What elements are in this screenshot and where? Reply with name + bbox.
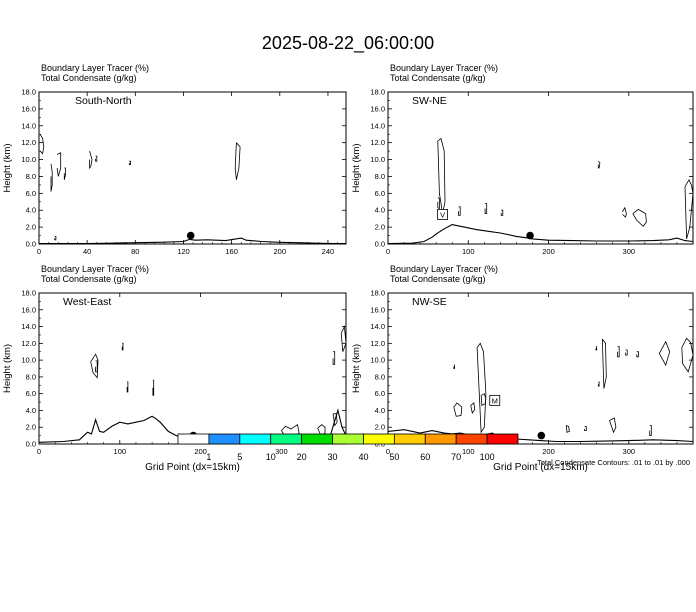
x-tick-label: 40 xyxy=(82,247,92,256)
condensate-contour xyxy=(341,327,346,352)
y-tick-label: 12.0 xyxy=(21,338,36,348)
condensate-contour xyxy=(96,156,97,161)
y-axis-label: Height (km) xyxy=(351,343,362,394)
condensate-contour xyxy=(685,180,693,239)
condensate-contour xyxy=(602,339,606,389)
x-tick-label: 200 xyxy=(542,247,555,256)
y-tick-label: 18.0 xyxy=(370,87,385,97)
x-axis-label: Grid Point (dx=15km) xyxy=(493,462,588,473)
panel-caption-condensate: Total Condensate (g/kg) xyxy=(390,274,486,284)
y-tick-label: 8.0 xyxy=(374,171,385,181)
colorbar-swatch xyxy=(240,434,271,444)
condensate-contour xyxy=(96,361,98,372)
x-tick-label: 0 xyxy=(385,247,391,256)
panel-caption-tracer: Boundary Layer Tracer (%) xyxy=(41,264,150,274)
condensate-contour xyxy=(633,209,647,226)
condensate-contour xyxy=(477,343,486,432)
y-tick-label: 2.0 xyxy=(374,222,385,232)
x-tick-label: 100 xyxy=(462,447,475,456)
y-tick-label: 6.0 xyxy=(374,389,385,399)
y-tick-label: 6.0 xyxy=(374,188,385,198)
y-tick-label: 10.0 xyxy=(21,355,36,365)
condensate-contour xyxy=(481,394,486,406)
plot-frame xyxy=(39,293,346,444)
terrain-line xyxy=(388,225,693,244)
plot-frame xyxy=(388,92,693,244)
y-tick-label: 18.0 xyxy=(370,288,385,298)
y-tick-label: 6.0 xyxy=(25,188,36,198)
y-tick-label: 10.0 xyxy=(370,355,385,365)
y-tick-label: 4.0 xyxy=(374,205,385,215)
y-tick-label: 12.0 xyxy=(21,138,36,148)
x-tick-label: 0 xyxy=(385,447,391,456)
figure-title: 2025-08-22_06:00:00 xyxy=(261,33,435,53)
condensate-contour xyxy=(626,350,628,355)
condensate-contour xyxy=(485,204,487,214)
x-tick-label: 240 xyxy=(321,247,335,256)
colorbar-label: 40 xyxy=(358,452,369,462)
condensate-contour xyxy=(471,403,475,413)
colorbar-swatch xyxy=(394,434,425,444)
colorbar-label: 50 xyxy=(389,452,400,462)
y-tick-label: 4.0 xyxy=(25,405,36,415)
condensate-contour xyxy=(90,151,92,168)
panel-label: NW-SE xyxy=(412,296,447,308)
condensate-contour xyxy=(598,161,600,168)
condensate-contour xyxy=(650,426,652,436)
x-tick-label: 200 xyxy=(273,247,287,256)
condensate-contour xyxy=(127,382,128,392)
panel-label: South-North xyxy=(75,95,132,107)
contour-note: Total Condensate Contours: .01 to .01 by .000 xyxy=(536,458,690,467)
y-tick-label: 14.0 xyxy=(370,322,385,332)
y-tick-label: 18.0 xyxy=(21,288,36,298)
condensate-contour xyxy=(64,168,65,180)
condensate-contour xyxy=(153,380,154,395)
x-tick-label: 300 xyxy=(622,447,636,456)
y-tick-label: 8.0 xyxy=(25,372,36,382)
y-tick-label: 16.0 xyxy=(370,305,385,315)
y-tick-label: 14.0 xyxy=(21,322,36,332)
colorbar-swatch xyxy=(271,434,302,444)
y-axis-label: Height (km) xyxy=(2,343,13,394)
plot-frame xyxy=(39,92,346,244)
colorbar-swatch xyxy=(333,434,364,444)
y-tick-label: 16.0 xyxy=(370,104,385,114)
colorbar-swatch xyxy=(209,434,240,444)
terrain-line xyxy=(39,238,346,244)
panel-label: West-East xyxy=(63,296,112,308)
panel-caption-condensate: Total Condensate (g/kg) xyxy=(41,274,137,284)
condensate-contour xyxy=(637,352,639,357)
colorbar-label: 10 xyxy=(265,452,276,462)
condensate-contour xyxy=(438,138,445,213)
y-axis-label: Height (km) xyxy=(2,143,13,193)
y-tick-label: 0.0 xyxy=(25,439,36,449)
condensate-contour xyxy=(459,207,461,216)
condensate-contour xyxy=(501,210,503,215)
y-tick-label: 2.0 xyxy=(374,422,385,432)
y-tick-label: 0.0 xyxy=(25,239,36,249)
y-tick-label: 2.0 xyxy=(25,222,36,232)
panel-caption-tracer: Boundary Layer Tracer (%) xyxy=(390,63,499,73)
colorbar-label: 60 xyxy=(420,452,431,462)
colorbar-swatch xyxy=(178,434,209,444)
colorbar-swatch xyxy=(302,434,333,444)
condensate-contour xyxy=(55,236,56,239)
y-tick-label: 16.0 xyxy=(21,305,36,315)
x-axis-label: Grid Point (dx=15km) xyxy=(145,462,240,473)
colorbar-label: 30 xyxy=(327,452,338,462)
y-tick-label: 12.0 xyxy=(370,338,385,348)
condensate-contour xyxy=(40,134,44,153)
condensate-contour xyxy=(596,347,597,350)
x-tick-label: 200 xyxy=(542,447,555,456)
y-tick-label: 14.0 xyxy=(370,121,385,131)
y-tick-label: 6.0 xyxy=(25,389,36,399)
colorbar-label: 1 xyxy=(206,452,212,462)
y-tick-label: 14.0 xyxy=(21,121,36,131)
panel-caption-tracer: Boundary Layer Tracer (%) xyxy=(390,264,499,274)
panel-top-left xyxy=(2,63,346,256)
y-tick-label: 2.0 xyxy=(25,422,36,432)
condensate-contour xyxy=(618,347,620,357)
condensate-contour xyxy=(235,143,240,180)
colorbar-label: 100 xyxy=(479,452,495,462)
condensate-contour xyxy=(585,426,587,430)
x-tick-label: 200 xyxy=(194,447,207,456)
y-tick-label: 12.0 xyxy=(370,138,385,148)
y-tick-label: 18.0 xyxy=(21,87,36,97)
station-box-label: M xyxy=(491,396,498,406)
panel-caption-condensate: Total Condensate (g/kg) xyxy=(41,73,137,83)
x-tick-label: 80 xyxy=(131,247,140,256)
condensate-contour xyxy=(610,418,616,432)
x-tick-label: 0 xyxy=(36,447,42,456)
colorbar-label: 5 xyxy=(237,452,243,462)
panel-caption-tracer: Boundary Layer Tracer (%) xyxy=(41,63,150,73)
y-tick-label: 4.0 xyxy=(374,405,385,415)
panel-caption-condensate: Total Condensate (g/kg) xyxy=(390,73,486,83)
condensate-contour xyxy=(622,208,626,217)
x-tick-label: 100 xyxy=(462,247,475,256)
condensate-contour xyxy=(659,342,669,365)
x-tick-label: 300 xyxy=(275,447,288,456)
y-tick-label: 10.0 xyxy=(21,155,36,165)
y-tick-label: 8.0 xyxy=(374,372,385,382)
condensate-contour xyxy=(51,164,52,192)
panel-top-right xyxy=(351,63,693,256)
panel-label: SW-NE xyxy=(412,95,447,107)
panels xyxy=(2,63,693,473)
colorbar-label: 70 xyxy=(451,452,462,462)
x-tick-label: 0 xyxy=(36,247,42,256)
x-tick-label: 100 xyxy=(113,447,127,456)
x-tick-label: 300 xyxy=(622,247,636,256)
y-tick-label: 8.0 xyxy=(25,171,36,181)
colorbar-label: 20 xyxy=(296,452,307,462)
y-tick-label: 0.0 xyxy=(374,239,385,249)
station-box-label: V xyxy=(440,210,446,220)
colorbar-swatch xyxy=(363,434,394,444)
condensate-contour xyxy=(566,426,569,433)
condensate-contour xyxy=(122,343,123,350)
plot-frame xyxy=(388,293,693,444)
condensate-contour xyxy=(438,198,440,209)
colorbar-swatch xyxy=(425,434,456,444)
condensate-contour xyxy=(454,403,462,416)
y-axis-label: Height (km) xyxy=(351,143,362,193)
condensate-contour xyxy=(129,161,130,164)
x-tick-label: 120 xyxy=(177,247,190,256)
y-tick-label: 10.0 xyxy=(370,155,385,165)
condensate-contour xyxy=(454,365,455,368)
x-tick-label: 160 xyxy=(225,247,238,256)
condensate-contour xyxy=(57,153,61,177)
condensate-contour xyxy=(598,382,599,386)
condensate-contour xyxy=(333,352,335,365)
y-tick-label: 4.0 xyxy=(25,205,36,215)
colorbar-swatch xyxy=(487,434,518,444)
colorbar-swatch xyxy=(456,434,487,444)
y-tick-label: 16.0 xyxy=(21,104,36,114)
location-marker xyxy=(187,232,195,240)
location-marker xyxy=(538,432,546,440)
location-marker xyxy=(526,232,534,240)
